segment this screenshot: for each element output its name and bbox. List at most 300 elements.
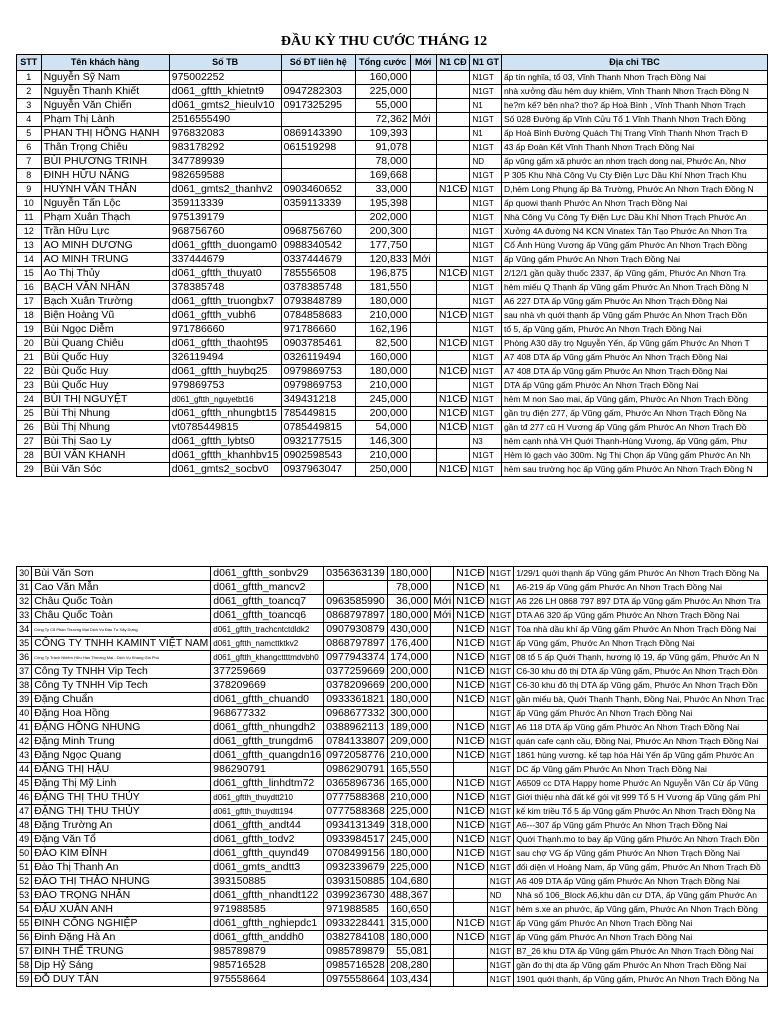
cell-n1-cd: N1CĐ bbox=[436, 309, 470, 323]
cell-new-flag bbox=[410, 295, 436, 309]
cell-contact-phone: 0378385748 bbox=[281, 281, 355, 295]
cell-customer-name: BẠCH VĂN NHÂN bbox=[41, 281, 169, 295]
cell-subscriber-number: 982659588 bbox=[169, 169, 281, 183]
cell-subscriber-number: d061_gftth_toancq7 bbox=[211, 595, 324, 609]
header-n1-gt: N1 GT bbox=[470, 55, 502, 71]
table-row bbox=[17, 847, 768, 861]
cell-total-charge: 165,000 bbox=[388, 777, 431, 791]
cell-n1-cd: N1CĐ bbox=[454, 931, 488, 945]
cell-address: ấp tín nghĩa, tổ 03, Vĩnh Thanh Nhơn Trạch Đồng Nai bbox=[501, 71, 767, 85]
cell-n1-cd bbox=[436, 127, 470, 141]
cell-contact-phone: 061519298 bbox=[281, 141, 355, 155]
cell-contact-phone: 0988340542 bbox=[281, 239, 355, 253]
cell-stt: 18 bbox=[17, 309, 42, 323]
cell-new-flag bbox=[431, 819, 454, 833]
cell-n1-gt: N1GT bbox=[470, 85, 502, 99]
table-row bbox=[17, 169, 768, 183]
cell-customer-name: ĐÀO THỊ THẢO NHUNG bbox=[32, 875, 211, 889]
cell-total-charge: 162,196 bbox=[355, 323, 410, 337]
cell-subscriber-number: 393150885 bbox=[211, 875, 324, 889]
cell-stt: 19 bbox=[17, 323, 42, 337]
cell-stt: 11 bbox=[17, 211, 42, 225]
cell-n1-gt: N1GT bbox=[470, 393, 502, 407]
cell-n1-gt: N1GT bbox=[487, 665, 513, 679]
cell-address: D,hẻm Long Phụng ấp Bà Trường, Phước An Nhơn Trạch Đồng N bbox=[501, 183, 767, 197]
cell-stt: 57 bbox=[17, 945, 32, 959]
cell-contact-phone: 0378209669 bbox=[324, 679, 388, 693]
table-row bbox=[17, 239, 768, 253]
cell-contact-phone: 0968677332 bbox=[324, 707, 388, 721]
cell-subscriber-number: d061_gftth_toancq6 bbox=[211, 609, 324, 623]
cell-new-flag bbox=[410, 463, 436, 477]
cell-subscriber-number: d061_gftth_todv2 bbox=[211, 833, 324, 847]
cell-stt: 7 bbox=[17, 155, 42, 169]
cell-n1-cd: N1CĐ bbox=[454, 595, 488, 609]
cell-n1-cd: N1CĐ bbox=[454, 693, 488, 707]
cell-n1-gt: N1GT bbox=[470, 295, 502, 309]
cell-n1-gt: N1GT bbox=[487, 819, 513, 833]
cell-customer-name: ĐỖ DUY TÂN bbox=[32, 973, 211, 987]
cell-new-flag: Mới bbox=[431, 609, 454, 623]
cell-total-charge: 189,000 bbox=[388, 721, 431, 735]
cell-n1-cd bbox=[436, 225, 470, 239]
header-n1-cd: N1 CĐ bbox=[436, 55, 470, 71]
table-row bbox=[17, 721, 768, 735]
cell-customer-name: Châu Quốc Toàn bbox=[32, 595, 211, 609]
cell-new-flag bbox=[431, 805, 454, 819]
cell-customer-name: Bùi Quốc Huy bbox=[41, 379, 169, 393]
cell-total-charge: 180,000 bbox=[388, 847, 431, 861]
cell-address: hẻm M non Sao mai, ấp Vũng gấm, Phước An Nhơn Trạch Đồng bbox=[501, 393, 767, 407]
cell-n1-cd bbox=[436, 379, 470, 393]
cell-subscriber-number: vt0785449815 bbox=[169, 421, 281, 435]
cell-contact-phone bbox=[281, 211, 355, 225]
cell-total-charge: 225,000 bbox=[388, 805, 431, 819]
cell-n1-gt: N1GT bbox=[470, 253, 502, 267]
cell-n1-gt: N1GT bbox=[487, 833, 513, 847]
cell-stt: 29 bbox=[17, 463, 42, 477]
cell-customer-name: Đào Thị Thanh An bbox=[32, 861, 211, 875]
cell-address: C6-30 khu đô thị DTA ấp Vũng gấm, Phước An Nhơn Trạch Đồn bbox=[514, 665, 768, 679]
cell-subscriber-number: d061_gmts2_socbv0 bbox=[169, 463, 281, 477]
cell-stt: 48 bbox=[17, 819, 32, 833]
cell-address: Hẻm lò gạch vào 300m. Ng Thị Chọn ấp Vũng gấm Phước An Nh bbox=[501, 449, 767, 463]
cell-total-charge: 225,000 bbox=[388, 861, 431, 875]
cell-contact-phone: 0937963047 bbox=[281, 463, 355, 477]
cell-n1-cd bbox=[436, 71, 470, 85]
cell-customer-name: Phạm Xuân Thạch bbox=[41, 211, 169, 225]
cell-subscriber-number: 968677332 bbox=[211, 707, 324, 721]
table-row bbox=[17, 155, 768, 169]
cell-stt: 32 bbox=[17, 595, 32, 609]
cell-customer-name: Đinh Đặng Hà An bbox=[32, 931, 211, 945]
cell-n1-cd: N1CĐ bbox=[454, 679, 488, 693]
cell-total-charge: 202,000 bbox=[355, 211, 410, 225]
cell-contact-phone: 0777588368 bbox=[324, 805, 388, 819]
cell-customer-name: Thân Trọng Chiêu bbox=[41, 141, 169, 155]
cell-customer-name: BÙI THỊ NGUYỆT bbox=[41, 393, 169, 407]
cell-subscriber-number: d061_gftth_nguyetbt16 bbox=[169, 393, 281, 407]
cell-total-charge: 91,078 bbox=[355, 141, 410, 155]
cell-address: Nhà số 106_Block A6,khu dân cư DTA, ấp Vũng gấm Phước An bbox=[514, 889, 768, 903]
cell-new-flag bbox=[431, 777, 454, 791]
cell-n1-cd: N1CĐ bbox=[454, 791, 488, 805]
cell-contact-phone: 0977943374 bbox=[324, 651, 388, 665]
cell-contact-phone: 0903785461 bbox=[281, 337, 355, 351]
cell-new-flag bbox=[431, 707, 454, 721]
cell-stt: 59 bbox=[17, 973, 32, 987]
table-row bbox=[17, 861, 768, 875]
cell-total-charge: 315,000 bbox=[388, 917, 431, 931]
cell-total-charge: 103,434 bbox=[388, 973, 431, 987]
cell-new-flag bbox=[410, 309, 436, 323]
cell-n1-cd: N1CĐ bbox=[436, 407, 470, 421]
cell-address: ấp Vũng gấm Phước An Nhơn Trạch Đồng Nai bbox=[501, 253, 767, 267]
cell-n1-cd bbox=[436, 351, 470, 365]
cell-n1-gt: N1GT bbox=[487, 735, 513, 749]
cell-n1-cd bbox=[454, 945, 488, 959]
cell-new-flag bbox=[410, 99, 436, 113]
table-row bbox=[17, 623, 768, 637]
cell-n1-gt: ND bbox=[487, 889, 513, 903]
cell-new-flag bbox=[431, 847, 454, 861]
cell-n1-gt: N1GT bbox=[487, 861, 513, 875]
cell-contact-phone bbox=[281, 169, 355, 183]
cell-subscriber-number: 985789879 bbox=[211, 945, 324, 959]
cell-address: C6-30 khu đô thị DTA ấp Vũng gấm, Phước An Nhơn Trạch Đồn bbox=[514, 679, 768, 693]
cell-customer-name: Trần Hữu Lực bbox=[41, 225, 169, 239]
cell-n1-cd: N1CĐ bbox=[454, 749, 488, 763]
cell-n1-gt: N1GT bbox=[470, 267, 502, 281]
table-row bbox=[17, 197, 768, 211]
cell-subscriber-number: d061_gftth_lybts0 bbox=[169, 435, 281, 449]
cell-n1-gt: N1GT bbox=[487, 903, 513, 917]
cell-customer-name: Cao Văn Mẫn bbox=[32, 581, 211, 595]
cell-subscriber-number: 971988585 bbox=[211, 903, 324, 917]
cell-stt: 50 bbox=[17, 847, 32, 861]
page-title: ĐẦU KỲ THU CƯỚC THÁNG 12 bbox=[280, 34, 488, 49]
cell-n1-cd bbox=[436, 155, 470, 169]
cell-n1-gt: N1GT bbox=[487, 791, 513, 805]
cell-new-flag bbox=[431, 623, 454, 637]
header-subscriber-number: Số TB bbox=[169, 55, 281, 71]
cell-n1-cd bbox=[436, 281, 470, 295]
cell-total-charge: 78,000 bbox=[355, 155, 410, 169]
cell-total-charge: 225,000 bbox=[355, 85, 410, 99]
cell-n1-cd bbox=[436, 99, 470, 113]
cell-customer-name: Công Ty TNHH Vip Tech bbox=[32, 679, 211, 693]
table-row bbox=[17, 707, 768, 721]
table-row bbox=[17, 609, 768, 623]
cell-address: ấp Vũng gấm Phước An Nhơn Trạch Đồng Nai bbox=[514, 931, 768, 945]
cell-customer-name: ĐINH CÔNG NGHIỆP bbox=[32, 917, 211, 931]
cell-address: Nhà Công Vụ Công Ty Điện Lực Dầu Khí Nhơn Trạch Phước An bbox=[501, 211, 767, 225]
cell-new-flag bbox=[431, 735, 454, 749]
table-row bbox=[17, 959, 768, 973]
cell-n1-cd: N1CĐ bbox=[454, 651, 488, 665]
cell-new-flag bbox=[410, 127, 436, 141]
cell-new-flag bbox=[410, 281, 436, 295]
cell-n1-cd: N1CĐ bbox=[454, 917, 488, 931]
cell-new-flag bbox=[410, 323, 436, 337]
cell-n1-cd bbox=[436, 141, 470, 155]
cell-subscriber-number: d061_gftth_nhungdh2 bbox=[211, 721, 324, 735]
cell-total-charge: 200,000 bbox=[355, 407, 410, 421]
cell-customer-name: AO MINH DƯƠNG bbox=[41, 239, 169, 253]
cell-total-charge: 245,000 bbox=[355, 393, 410, 407]
cell-stt: 35 bbox=[17, 637, 32, 651]
cell-stt: 39 bbox=[17, 693, 32, 707]
cell-total-charge: 160,650 bbox=[388, 903, 431, 917]
cell-new-flag bbox=[431, 581, 454, 595]
cell-subscriber-number: 347789939 bbox=[169, 155, 281, 169]
cell-address: ấp Vũng gấm, Phước An Nhơn Trạch Đồng Nai bbox=[514, 637, 768, 651]
cell-address: he?m kế? bên nha? tho? ấp Hoà Bình , Vĩnh Thanh Nhơn Trạch bbox=[501, 99, 767, 113]
cell-new-flag bbox=[431, 665, 454, 679]
table-row bbox=[17, 973, 768, 987]
cell-stt: 46 bbox=[17, 791, 32, 805]
table-row bbox=[17, 889, 768, 903]
cell-customer-name: ĐẶNG HỒNG NHUNG bbox=[32, 721, 211, 735]
cell-stt: 27 bbox=[17, 435, 42, 449]
cell-customer-name: Đặng Văn Tổ bbox=[32, 833, 211, 847]
cell-total-charge: 160,000 bbox=[355, 351, 410, 365]
cell-customer-name: ĐINH HỮU NĂNG bbox=[41, 169, 169, 183]
cell-total-charge: 169,668 bbox=[355, 169, 410, 183]
cell-new-flag bbox=[431, 651, 454, 665]
table-row bbox=[17, 267, 768, 281]
cell-new-flag: Mới bbox=[431, 595, 454, 609]
cell-stt: 13 bbox=[17, 239, 42, 253]
cell-customer-name: HUỲNH VĂN THÂN bbox=[41, 183, 169, 197]
cell-subscriber-number: d061_gftth_trachcntctdldk2 bbox=[211, 623, 324, 637]
cell-address: Phòng A30 dãy trọ Nguyễn Yến, ấp Vũng gấm Phước An Nhơn T bbox=[501, 337, 767, 351]
cell-subscriber-number: 968756760 bbox=[169, 225, 281, 239]
cell-contact-phone: 0947282303 bbox=[281, 85, 355, 99]
cell-subscriber-number: d061_gftth_chuand0 bbox=[211, 693, 324, 707]
cell-address: Số 028 Đường ấp Vĩnh Cửu Tổ 1 Vĩnh Thanh Nhơn Trạch Đồng bbox=[501, 113, 767, 127]
cell-n1-gt: N1GT bbox=[487, 679, 513, 693]
cell-subscriber-number: 979869753 bbox=[169, 379, 281, 393]
cell-subscriber-number: d061_gftth_nhandt122 bbox=[211, 889, 324, 903]
cell-n1-gt: N1GT bbox=[470, 351, 502, 365]
table-row bbox=[17, 407, 768, 421]
cell-customer-name: Đặng Thị Mỹ Linh bbox=[32, 777, 211, 791]
cell-total-charge: 195,398 bbox=[355, 197, 410, 211]
cell-n1-gt: N1GT bbox=[470, 309, 502, 323]
cell-n1-cd bbox=[454, 903, 488, 917]
cell-new-flag bbox=[410, 379, 436, 393]
cell-n1-gt: N1GT bbox=[487, 945, 513, 959]
cell-address: Cổ Ánh Hùng Vương ấp Vũng gấm Phước An Nhơn Trạch Đồng bbox=[501, 239, 767, 253]
cell-total-charge: 146,300 bbox=[355, 435, 410, 449]
cell-n1-gt: N1GT bbox=[487, 595, 513, 609]
header-contact-phone: Số ĐT liên hệ bbox=[281, 55, 355, 71]
cell-address: A6-219 ấp Vũng gấm Phước An Nhơn Trạch Đồng Nai bbox=[514, 581, 768, 595]
cell-new-flag bbox=[410, 407, 436, 421]
cell-address: đối diện vl Hoàng Nam, ấp Vũng gấm, Phước An Nhơn Trạch Đồ bbox=[514, 861, 768, 875]
cell-subscriber-number: d061_gftth_mancv2 bbox=[211, 581, 324, 595]
cell-stt: 12 bbox=[17, 225, 42, 239]
cell-stt: 43 bbox=[17, 749, 32, 763]
cell-n1-gt: N1GT bbox=[470, 421, 502, 435]
cell-n1-cd bbox=[436, 435, 470, 449]
cell-contact-phone: 0399236730 bbox=[324, 889, 388, 903]
cell-subscriber-number: d061_gftth_nhungbt15 bbox=[169, 407, 281, 421]
cell-new-flag bbox=[410, 449, 436, 463]
cell-contact-phone bbox=[281, 155, 355, 169]
cell-new-flag bbox=[431, 889, 454, 903]
cell-n1-gt: N1GT bbox=[487, 609, 513, 623]
cell-n1-gt: N1GT bbox=[470, 113, 502, 127]
cell-n1-cd: N1CĐ bbox=[454, 819, 488, 833]
cell-subscriber-number: 378209669 bbox=[211, 679, 324, 693]
cell-customer-name: Nguyễn Văn Chiến bbox=[41, 99, 169, 113]
cell-contact-phone: 0979869753 bbox=[281, 365, 355, 379]
cell-customer-name: Nguyễn Tấn Lộc bbox=[41, 197, 169, 211]
cell-subscriber-number: d061_gftth_anddh0 bbox=[211, 931, 324, 945]
cell-subscriber-number: d061_gftth_khangcttttmdvbh0 bbox=[211, 651, 324, 665]
cell-address: 1/29/1 quới thạnh ấp Vũng gấm Phước An Nhơn Trạch Đồng Na bbox=[514, 567, 768, 581]
cell-contact-phone: 349431218 bbox=[281, 393, 355, 407]
cell-stt: 53 bbox=[17, 889, 32, 903]
table-row bbox=[17, 777, 768, 791]
cell-n1-gt: N1GT bbox=[487, 567, 513, 581]
cell-customer-name: Công Ty Trách Nhiệm Hữu Hạn Thương Mại - Dịch Vụ Khang Gia Phú bbox=[32, 651, 211, 665]
cell-n1-cd bbox=[454, 889, 488, 903]
cell-stt: 10 bbox=[17, 197, 42, 211]
cell-stt: 25 bbox=[17, 407, 42, 421]
table-row bbox=[17, 581, 768, 595]
table-row bbox=[17, 637, 768, 651]
cell-n1-cd bbox=[436, 211, 470, 225]
cell-total-charge: 120,833 bbox=[355, 253, 410, 267]
cell-contact-phone: 0975558664 bbox=[324, 973, 388, 987]
table-row bbox=[17, 71, 768, 85]
cell-subscriber-number: d061_gftth_trungdm6 bbox=[211, 735, 324, 749]
cell-new-flag bbox=[410, 169, 436, 183]
cell-n1-gt: N1GT bbox=[470, 239, 502, 253]
cell-n1-gt: N1GT bbox=[470, 323, 502, 337]
table-header-row bbox=[17, 55, 768, 71]
cell-subscriber-number: d061_gftth_quynd49 bbox=[211, 847, 324, 861]
cell-address: Giới thiệu nhà đất kế gói vịt 999 Tổ 5 H Vương ấp Vũng gấm Phí bbox=[514, 791, 768, 805]
cell-subscriber-number: d061_gftth_thuydtt194 bbox=[211, 805, 324, 819]
cell-customer-name: Bùi Văn Sóc bbox=[41, 463, 169, 477]
cell-contact-phone: 0337444679 bbox=[281, 253, 355, 267]
cell-new-flag bbox=[431, 791, 454, 805]
cell-new-flag bbox=[410, 183, 436, 197]
cell-total-charge: 180,000 bbox=[388, 567, 431, 581]
cell-n1-cd bbox=[436, 253, 470, 267]
cell-stt: 1 bbox=[17, 71, 42, 85]
cell-stt: 33 bbox=[17, 609, 32, 623]
cell-subscriber-number: 971786660 bbox=[169, 323, 281, 337]
cell-address: DTA ấp Vũng gấm Phước An Nhơn Trạch Đồng Nai bbox=[501, 379, 767, 393]
cell-total-charge: 180,000 bbox=[388, 609, 431, 623]
cell-contact-phone: 0785449815 bbox=[281, 421, 355, 435]
cell-contact-phone: 0968756760 bbox=[281, 225, 355, 239]
cell-contact-phone: 0933984517 bbox=[324, 833, 388, 847]
table-row bbox=[17, 113, 768, 127]
cell-subscriber-number: 377259669 bbox=[211, 665, 324, 679]
cell-new-flag bbox=[431, 763, 454, 777]
cell-total-charge: 210,000 bbox=[355, 309, 410, 323]
cell-customer-name: Đặng Chuẩn bbox=[32, 693, 211, 707]
table-row bbox=[17, 99, 768, 113]
cell-new-flag bbox=[410, 435, 436, 449]
cell-subscriber-number: d061_gftth_khanhbv15 bbox=[169, 449, 281, 463]
cell-address: A6 226 LH 0868 797 897 DTA ấp Vũng gấm Phước An Nhơn Tra bbox=[514, 595, 768, 609]
cell-stt: 52 bbox=[17, 875, 32, 889]
cell-n1-cd bbox=[436, 449, 470, 463]
cell-stt: 49 bbox=[17, 833, 32, 847]
cell-n1-gt: N1 bbox=[487, 581, 513, 595]
cell-subscriber-number: d061_gftth_quangdn16 bbox=[211, 749, 324, 763]
cell-subscriber-number: d061_gftth_vubh6 bbox=[169, 309, 281, 323]
cell-n1-cd bbox=[454, 707, 488, 721]
cell-n1-gt: N1GT bbox=[487, 693, 513, 707]
cell-n1-gt: N1GT bbox=[487, 777, 513, 791]
cell-customer-name: PHAN THỊ HỒNG HẠNH bbox=[41, 127, 169, 141]
cell-customer-name: BÙI VĂN KHANH bbox=[41, 449, 169, 463]
cell-subscriber-number: 359113339 bbox=[169, 197, 281, 211]
cell-n1-gt: ND bbox=[470, 155, 502, 169]
cell-new-flag bbox=[431, 833, 454, 847]
cell-n1-gt: N1GT bbox=[487, 721, 513, 735]
table-row bbox=[17, 393, 768, 407]
cell-customer-name: BÙI PHƯƠNG TRINH bbox=[41, 155, 169, 169]
cell-contact-phone: 0326119494 bbox=[281, 351, 355, 365]
cell-address: hẻm cạnh nhà VH Quới Thạnh-Hùng Vương, ấp Vũng gấm, Phư bbox=[501, 435, 767, 449]
cell-subscriber-number: 983178292 bbox=[169, 141, 281, 155]
cell-n1-gt: N1GT bbox=[470, 197, 502, 211]
cell-n1-gt: N1GT bbox=[487, 763, 513, 777]
cell-n1-gt: N1GT bbox=[470, 449, 502, 463]
cell-n1-cd: N1CĐ bbox=[454, 581, 488, 595]
cell-address: nhà xưởng đầu hẻm duy khiêm, Vĩnh Thanh Nhơn Trạch Đồng N bbox=[501, 85, 767, 99]
cell-address: hẻm s.xe an phước, ấp Vũng gấm, Phước An Nhơn Trạch Đồng bbox=[514, 903, 768, 917]
cell-customer-name: Ao Thị Thủy bbox=[41, 267, 169, 281]
cell-subscriber-number: d061_gftth_truongbx7 bbox=[169, 295, 281, 309]
cell-contact-phone: 0972058776 bbox=[324, 749, 388, 763]
cell-contact-phone: 785556508 bbox=[281, 267, 355, 281]
cell-n1-gt: N1GT bbox=[487, 651, 513, 665]
cell-address: A6509 cc DTA Happy home Phước An Nguyễn Văn Cừ ấp Vũng bbox=[514, 777, 768, 791]
cell-contact-phone: 0784133807 bbox=[324, 735, 388, 749]
cell-contact-phone: 0907930879 bbox=[324, 623, 388, 637]
cell-contact-phone: 971988585 bbox=[324, 903, 388, 917]
cell-n1-gt: N1GT bbox=[487, 931, 513, 945]
cell-address: ấp quowi thanh Phước An Nhơn Trạch Đồng Nai bbox=[501, 197, 767, 211]
cell-stt: 58 bbox=[17, 959, 32, 973]
cell-n1-cd: N1CĐ bbox=[454, 805, 488, 819]
cell-address: Tòa nhà dầu khí ấp Vũng gấm Phước An Nhơn Trạch Đồng Nai bbox=[514, 623, 768, 637]
cell-n1-cd: N1CĐ bbox=[454, 609, 488, 623]
cell-n1-gt: N3 bbox=[470, 435, 502, 449]
cell-address: Xưởng 4A đường N4 KCN Vinatex Tân Tạo Phước An Nhơn Tra bbox=[501, 225, 767, 239]
cell-contact-phone: 0979869753 bbox=[281, 379, 355, 393]
cell-address: DC ấp Vũng gấm Phước An Nhơn Trạch Đồng Nai bbox=[514, 763, 768, 777]
cell-total-charge: 180,000 bbox=[388, 931, 431, 945]
cell-stt: 16 bbox=[17, 281, 42, 295]
cell-address: hẻm sau trường học ấp Vũng gấm Phước An Nhơn Trạch Đồng N bbox=[501, 463, 767, 477]
cell-contact-phone: 0917325295 bbox=[281, 99, 355, 113]
cell-contact-phone: 0985716528 bbox=[324, 959, 388, 973]
cell-address: A6---307 ấp Vũng gấm Phước An Nhơn Trạch Đồng Nai bbox=[514, 819, 768, 833]
cell-subscriber-number: d061_gmts2_hieulv10 bbox=[169, 99, 281, 113]
cell-n1-cd: N1CĐ bbox=[454, 847, 488, 861]
